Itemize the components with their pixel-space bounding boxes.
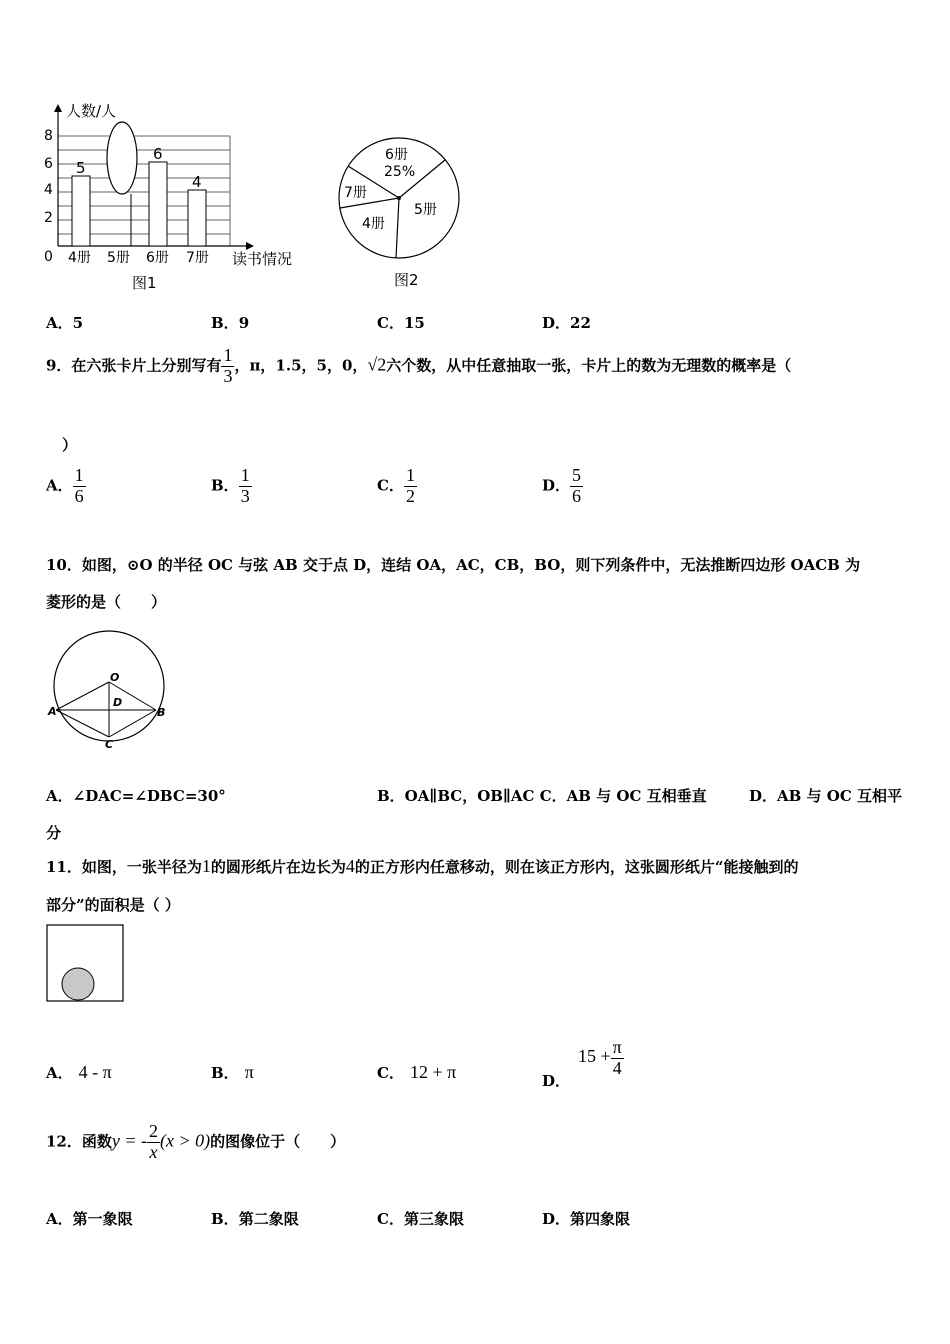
q12-option-d[interactable]: D．第四象限 — [542, 1210, 631, 1228]
pie-label-7ce: 7册 — [344, 185, 367, 201]
q11-stem-line1: 11．如图，一张半径为1的圆形纸片在边长为4的正方形内任意移动，则在该正方形内，这张圆形纸片“能接触到的 — [46, 856, 799, 876]
q9-option-a[interactable]: A． $\frac{1}{6}$ — [46, 465, 84, 506]
bar-ytick: 0 — [44, 249, 53, 265]
bar-value-label: 4 — [192, 173, 202, 191]
q11-option-b[interactable]: B． π — [211, 1062, 254, 1082]
pie-pct-6ce: 25% — [384, 164, 416, 180]
q10-stem-line1: 10．如图，⊙O 的半径 OC 与弦 AB 交于点 D，连结 OA，AC，CB，BO，则下列条件中，无法推断四边形 OACB 为 — [46, 556, 861, 574]
q9-close-paren: ） — [62, 436, 78, 454]
label-d: D — [113, 696, 123, 709]
q12-option-b[interactable]: B．第二象限 — [211, 1210, 299, 1228]
q9-option-d[interactable]: D． $\frac{5}{6}$ — [542, 465, 582, 506]
bar-category: 6册 — [146, 250, 169, 266]
bar-xlabel: 读书情况 — [232, 250, 293, 268]
label-c: C — [105, 738, 114, 751]
q8-option-c[interactable]: C．15 — [377, 314, 425, 332]
q8-option-a[interactable]: A．5 — [46, 314, 84, 332]
bar-ytick: 4 — [44, 182, 53, 198]
q10-stem-line2: 菱形的是（ ） — [46, 593, 167, 611]
bar-category: 4册 — [68, 250, 91, 266]
bar-ylabel: 人数/人 — [66, 102, 117, 120]
pie-caption: 图2 — [394, 271, 419, 289]
bar-ytick: 2 — [44, 210, 53, 226]
bar-4ce — [72, 176, 90, 246]
bar-chart-figure — [38, 96, 308, 296]
q9-stem: 9．在六张卡片上分别写有 $\frac{1}{3}$ ，π，1.5，5，0，√2六个数，从中任意抽取一张，卡片上的数为无理数的概率是（ — [46, 345, 792, 386]
q12-option-a[interactable]: A．第一象限 — [46, 1210, 133, 1228]
bar-category: 5册 — [107, 250, 130, 266]
q8-option-b[interactable]: B．9 — [211, 314, 250, 332]
label-b: B — [157, 706, 166, 719]
q11-stem-line2: 部分”的面积是（ ） — [46, 896, 180, 914]
q11-option-a[interactable]: A． 4 - π — [46, 1062, 112, 1082]
q10-option-d-wrap: 分 — [46, 824, 62, 842]
q11-square-figure — [44, 922, 134, 1008]
q10-circle-figure — [44, 624, 174, 752]
q10-option-a[interactable]: A．∠DAC=∠DBC=30° — [46, 787, 226, 805]
q11-option-d[interactable]: D．15 + $\frac{\pi}{4}$ — [542, 1037, 622, 1091]
bar-category: 7册 — [186, 250, 209, 266]
pie-label-4ce: 4册 — [362, 216, 385, 232]
bar-value-label: 6 — [153, 145, 163, 163]
label-o: O — [110, 671, 120, 684]
bar-caption: 图1 — [132, 274, 157, 292]
q9-sqrt2: √2 — [367, 354, 387, 375]
q12-option-c[interactable]: C．第三象限 — [377, 1210, 464, 1228]
q10-option-d[interactable]: D．AB 与 OC 互相平 — [749, 787, 902, 805]
q10-option-bc[interactable]: B．OA∥BC，OB∥AC C．AB 与 OC 互相垂直 — [377, 787, 707, 805]
pie-label-6ce: 6册 — [385, 147, 408, 163]
q9-fraction: $\frac{1}{3}$ — [223, 345, 233, 386]
pie-chart-figure — [330, 130, 470, 300]
q11-option-c[interactable]: C． 12 + π — [377, 1062, 457, 1082]
q9-option-c[interactable]: C． $\frac{1}{2}$ — [377, 465, 415, 506]
q12-stem: 12．函数y = - $\frac{2}{x}$ (x > 0)的图像位于（ ） — [46, 1121, 346, 1162]
bar-7ce — [188, 190, 206, 246]
label-a: A — [48, 705, 57, 718]
pie-label-5ce: 5册 — [414, 202, 437, 218]
bar-6ce — [149, 162, 167, 246]
bar-ytick: 6 — [44, 156, 53, 172]
bar-ytick: 8 — [44, 128, 53, 144]
q9-option-b[interactable]: B． $\frac{1}{3}$ — [211, 465, 250, 506]
q8-option-d[interactable]: D．22 — [542, 314, 591, 332]
bar-value-label: 5 — [76, 159, 86, 177]
hidden-bar-ellipse — [107, 122, 137, 194]
